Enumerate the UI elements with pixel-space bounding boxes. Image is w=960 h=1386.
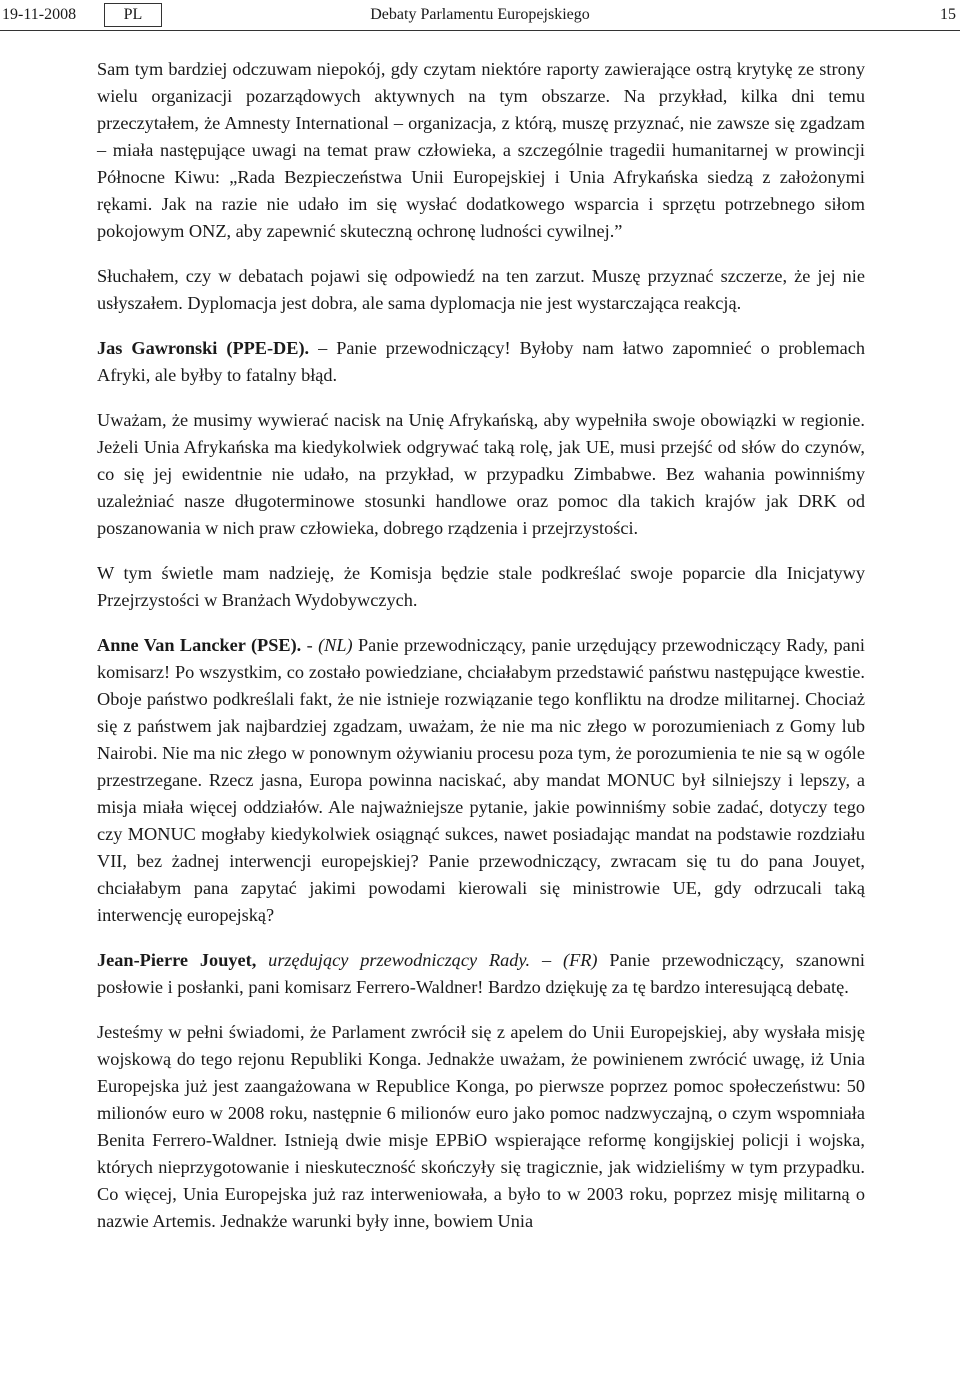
speech-paragraph [97, 632, 865, 929]
paragraph: W tym świetle mam nadzieję, że Komisja będzie stale podkreślać swoje poparcie dla Inicjatywy Przejrzystości w Branżach Wydobywczych. [97, 563, 865, 610]
paragraph: Jesteśmy w pełni świadomi, że Parlament zwrócił się z apelem do Unii Europejskiej, aby wysłała misję wojskową do tego rejonu Republiki Konga. Jednakże uważam, że powinienem zwrócić uwagę, iż Unia Europejska już jest zaangażowana w Republice Konga, po pierwsze poprzez pomoc społeczeństwu: 50 milionów euro w 2008 roku, następnie 6 milionów euro jako pomoc nadzwyczajną, o czym wspomniała Benita Ferrero-Waldner. Istnieją dwie misje EPBiO wspierające reformę kongijskiej policji i wojska, których nieprzygotowanie i nieskuteczność skończyły się tragicznie, jak widzieliśmy w tym przypadku. Co więcej, Unia Europejska już raz interweniowała, a było to w 2003 roku, poprzez misję militarną o nazwie Artemis. Jednakże warunki były inne, bowiem Unia [97, 1022, 865, 1231]
paragraph-text: Panie przewodniczący, panie urzędujący przewodniczący Rady, pani komisarz! Po wszystkim, co zostało powiedziane, chciałabym przedstawić państwu następujące kwestie. Oboje państwo podkreślali fakt, że nie istnieje rozwiązanie tego konfliktu na drodze militarnej. Chociaż się z państwem jak najbardziej zgadzam, uważam, że nie ma nic złego w porozumieniach z Gomy lub Nairobi. Nie ma nic złego w ponownym ożywianiu procesu poza tym, że porozumienia te nie są w ogóle przestrzegane. Rzecz jasna, Europa powinna naciskać, aby mandat MONUC był silniejszy i lepszy, a misja miała więcej oddziałów. Ale najważniejsze pytanie, jakie powinniśmy sobie zadać, dotyczy tego czy MONUC mogłaby kiedykolwiek osiągnąć sukces, nawet posiadając mandat na podstawie rozdziału VII, bez żadnej interwencji europejskiej? Panie przewodniczący, zwracam się tu do pana Jouyet, chciałabym pana zapytać jakimi powodami kierowali się ministrowie UE, gdy odrzucali taką interwencję europejską? [97, 635, 865, 925]
speaker-name: Anne Van Lancker (PSE). [97, 635, 302, 655]
paragraph-text: – Panie przewodniczący! Byłoby nam łatwo zapomnieć o problemach Afryki, ale byłby to fatalny błąd. [97, 338, 865, 385]
speaker-name: Jas Gawronski (PPE-DE). [97, 338, 310, 358]
speaker-name: Jean-Pierre Jouyet, [97, 950, 257, 970]
paragraph: Uważam, że musimy wywierać nacisk na Unię Afrykańską, aby wypełniła swoje obowiązki w regionie. Jeżeli Unia Afrykańska ma kiedykolwiek odgrywać taką rolę, jak UE, musi przejść od słów do czynów, co się jej ewidentnie nie udało, na przykład, w przypadku Zimbabwe. Bez wahania powinniśmy uzależniać nasze długoterminowe stosunki handlowe oraz pomoc dla takich krajów jak DRK od poszanowania w nich praw człowieka, dobrego rządzenia i przejrzystości. [97, 410, 865, 538]
speech-paragraph [97, 335, 865, 389]
document-body [97, 56, 865, 1253]
publication-title: Debaty Parlamentu Europejskiego [370, 6, 590, 23]
speaker-dash: - [301, 635, 319, 655]
page-header [0, 0, 960, 31]
paragraph: Słuchałem, czy w debatach pojawi się odpowiedź na ten zarzut. Muszę przyznać szczerze, że jej nie usłyszałem. Dyplomacja jest dobra, ale sama dyplomacja nie jest wystarczająca reakcją. [97, 266, 865, 313]
speaker-role: urzędujący przewodniczący Rady. – (FR) [256, 950, 598, 970]
language-tag: (NL) [318, 635, 353, 655]
page-number: 15 [940, 6, 956, 23]
speech-paragraph [97, 947, 865, 1001]
paragraph-text: Panie przewodniczący, szanowni posłowie i posłanki, pani komisarz Ferrero-Waldner! Bardzo dziękuję za tę bardzo interesującą debatę. [97, 950, 865, 997]
paragraph: Sam tym bardziej odczuwam niepokój, gdy czytam niektóre raporty zawierające ostrą krytykę ze strony wielu organizacji pozarządowych aktywnych na tym obszarze. Na przykład, kilka dni temu przeczytałem, że Amnesty International – organizacja, z którą, muszę przyznać, nie zawsze się zgadzam – miała następujące uwagi na temat praw człowieka, a szczególnie tragedii humanitarnej w prowincji Północne Kiwu: „Rada Bezpieczeństwa Unii Europejskiej i Unia Afrykańska siedzą z założonymi rękami. Jak na razie nie udało im się wysłać dodatkowego wsparcia i sprzętu potrzebnego siłom pokojowym ONZ, aby zapewnić skuteczną ochronę ludności cywilnej.” [97, 59, 865, 241]
header-date: 19-11-2008 [2, 6, 77, 23]
language-badge: PL [104, 3, 162, 27]
